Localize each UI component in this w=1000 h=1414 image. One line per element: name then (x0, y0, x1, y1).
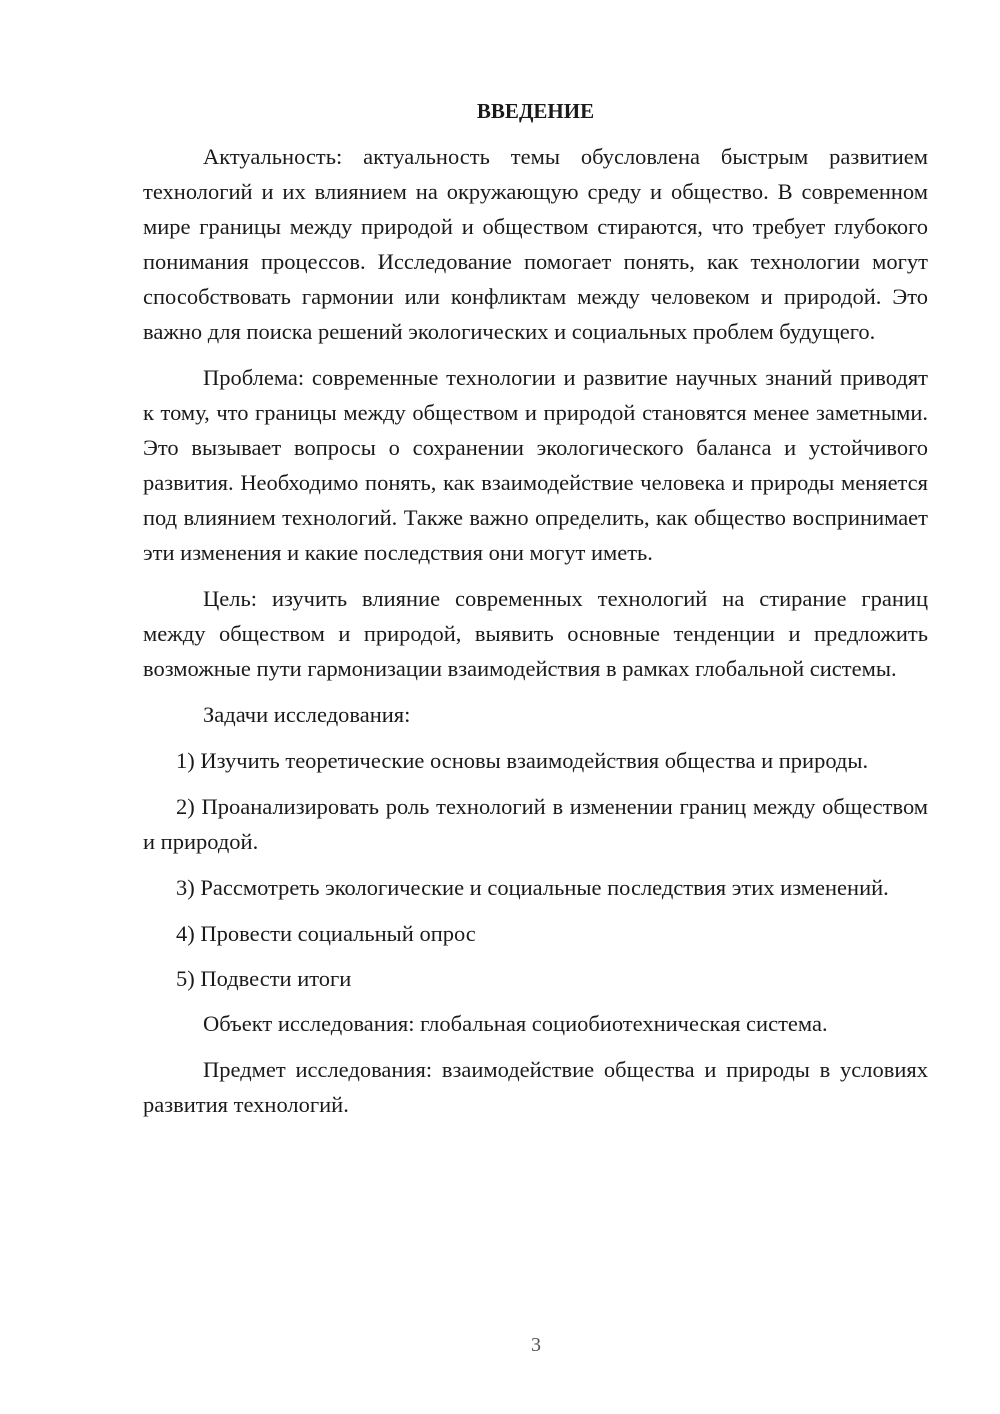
task-item-4: 4) Провести социальный опрос (176, 921, 476, 946)
page-number: 3 (531, 1334, 541, 1356)
paragraph-subject: Предмет исследования: взаимодействие общества и природы в условиях развития технологий. (143, 1057, 928, 1117)
page-title: ВВЕДЕНИЕ (476, 99, 595, 123)
task-item-1: 1) Изучить теоретические основы взаимодействия общества и природы. (176, 748, 869, 773)
page-content (143, 95, 928, 1133)
paragraph-object: Объект исследования: глобальная социобиотехническая система. (203, 1011, 828, 1036)
task-item-5: 5) Подвести итоги (176, 966, 352, 991)
paragraph-problem: Проблема: современные технологии и развитие научных знаний приводят к тому, что границы между обществом и природой становятся менее заметными. Это вызывает вопросы о сохранении экологического баланса и устойчивого развития. Необходимо понять, как взаимодействие человека и природы меняется под влиянием технологий. Также важно определить, как общество воспринимает эти изменения и какие последствия они могут иметь. (143, 365, 928, 565)
task-item-2: 2) Проанализировать роль технологий в изменении границ между обществом и природой. (143, 794, 928, 854)
paragraph-tasks-heading: Задачи исследования: (203, 702, 411, 727)
paragraph-relevance: Актуальность: актуальность темы обусловлена быстрым развитием технологий и их влиянием на окружающую среду и общество. В современном мире границы между природой и обществом стираются, что требует глубокого понимания процессов. Исследование помогает понять, как технологии могут способствовать гармонии или конфликтам между человеком и природой. Это важно для поиска решений экологических и социальных проблем будущего. (143, 144, 928, 344)
paragraph-goal: Цель: изучить влияние современных технологий на стирание границ между обществом и природой, выявить основные тенденции и предложить возможные пути гармонизации взаимодействия в рамках глобальной системы. (143, 586, 928, 681)
task-item-3: 3) Рассмотреть экологические и социальные последствия этих изменений. (176, 875, 889, 900)
